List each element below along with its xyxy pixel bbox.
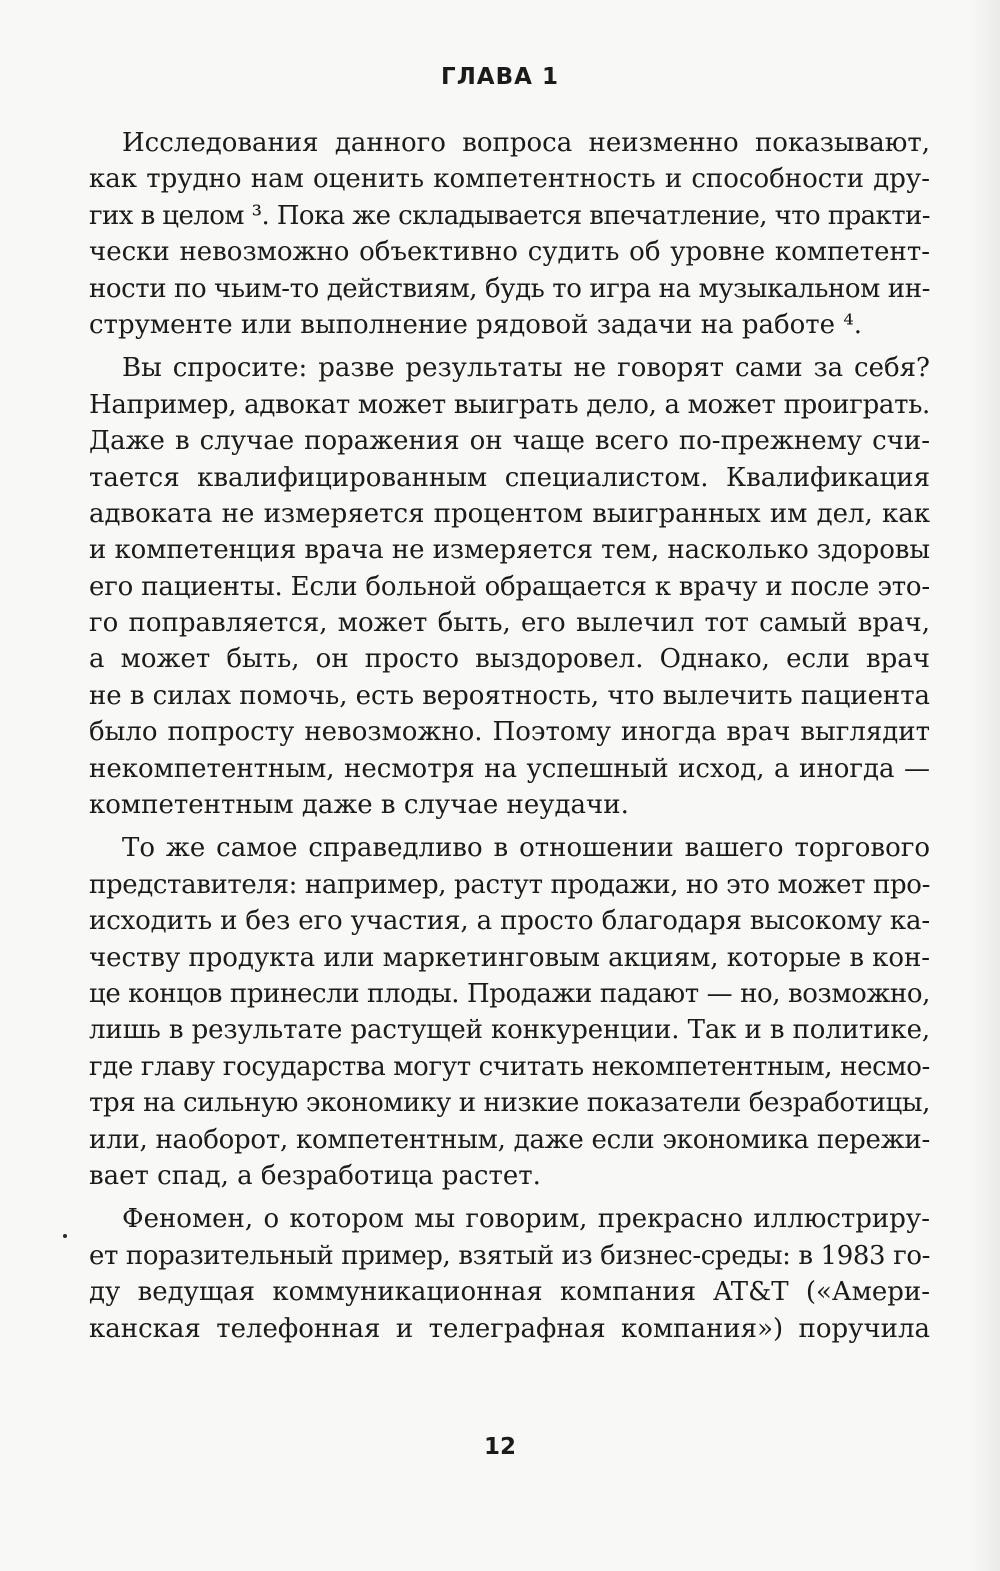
paragraph	[89, 350, 930, 823]
text-line: го поправляется, может быть, его вылечил тот самый врач,	[89, 608, 930, 639]
text-line: как трудно нам оценить компетентность и способности дру-	[89, 164, 930, 195]
text-line: Феномен, о котором мы говорим, прекрасно иллюстриру-	[122, 1204, 930, 1235]
page-number: 12	[483, 1434, 516, 1460]
chapter-header: ГЛАВА 1	[441, 64, 559, 90]
text-line: вает спад, а безработица растет.	[89, 1160, 541, 1191]
text-line: ет поразительный пример, взятый из бизнес-среды: в 1983 го-	[89, 1240, 930, 1271]
text-line: адвоката не измеряется процентом выигранных им дел, как	[89, 498, 930, 529]
text-line: тря на сильную экономику и низкие показатели безработицы,	[89, 1088, 930, 1119]
text-line: не в силах помочь, есть вероятность, что вылечить пациента	[89, 680, 930, 711]
text-line: гих в целом ³. Пока же складывается впечатление, что практи-	[89, 200, 930, 231]
text-line: представителя: например, растут продажи, но это может про-	[89, 869, 930, 900]
text-line: тается квалифицированным специалистом. Квалификация	[89, 462, 930, 493]
paragraph	[89, 1201, 930, 1347]
text-line: его пациенты. Если больной обращается к врачу и после это-	[89, 571, 930, 602]
text-line: ду ведущая коммуникационная компания AT&T («Амери-	[89, 1277, 930, 1308]
text-line: где главу государства могут считать некомпетентным, несмо-	[89, 1051, 930, 1082]
text-line: и компетенция врача не измеряется тем, насколько здоровы	[89, 535, 930, 566]
paragraph	[89, 830, 930, 1194]
stray-ink-dot	[63, 1234, 67, 1238]
text-line: честву продукта или маркетинговым акциям, которые в кон-	[89, 942, 930, 973]
scan-edge-shadow	[970, 0, 1000, 1571]
text-line: лишь в результате растущей конкуренции. Так и в политике,	[89, 1015, 930, 1046]
text-line: было попросту невозможно. Поэтому иногда врач выглядит	[89, 717, 930, 748]
text-line: канская телефонная и телеграфная компания») поручила	[89, 1313, 930, 1344]
text-line: це концов принесли плоды. Продажи падают — но, возможно,	[89, 978, 930, 1009]
text-line: Например, адвокат может выиграть дело, а может проиграть.	[89, 389, 930, 420]
text-line: Вы спросите: разве результаты не говорят сами за себя?	[122, 353, 930, 384]
text-line: компетентным даже в случае неудачи.	[89, 790, 629, 821]
text-line: а может быть, он просто выздоровел. Однако, если врач	[89, 644, 930, 675]
body-text	[89, 125, 930, 1354]
text-line: струменте или выполнение рядовой задачи на работе ⁴.	[89, 309, 862, 340]
paragraph	[89, 125, 930, 343]
text-line: некомпетентным, несмотря на успешный исход, а иногда —	[89, 753, 930, 784]
text-line: или, наоборот, компетентным, даже если экономика пережи-	[89, 1124, 930, 1155]
text-line: То же самое справедливо в отношении вашего торгового	[122, 833, 930, 864]
text-line: чески невозможно объективно судить об уровне компетент-	[89, 237, 930, 268]
text-line: Даже в случае поражения он чаще всего по-прежнему счи-	[89, 426, 930, 457]
text-line: Исследования данного вопроса неизменно показывают,	[122, 128, 930, 158]
text-line: ности по чьим-то действиям, будь то игра на музыкальном ин-	[89, 273, 930, 304]
text-line: исходить и без его участия, а просто благодаря высокому ка-	[89, 906, 930, 937]
